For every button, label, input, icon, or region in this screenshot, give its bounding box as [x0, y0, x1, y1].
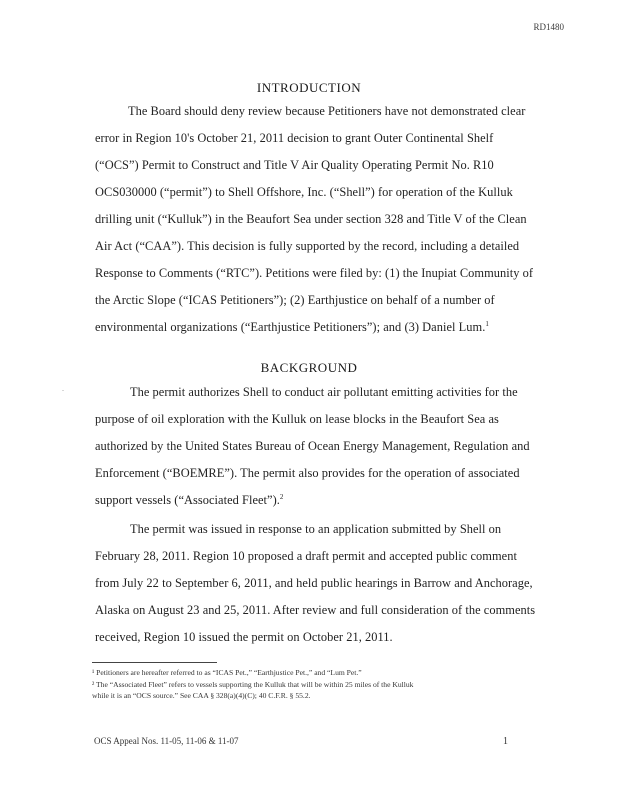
intro-line: The Board should deny review because Petitioners have not demonstrated clear [128, 104, 526, 118]
background-line: The permit was issued in response to an application submitted by Shell on [130, 522, 502, 536]
intro-line: Response to Comments (“RTC”). Petitions were filed by: (1) the Inupiat Community of [95, 266, 534, 280]
footnote-1: ¹ Petitioners are hereafter referred to as “ICAS Pet.,” “Earthjustice Pet.,” and “Lum Pet.” [92, 668, 362, 677]
background-heading: BACKGROUND [260, 360, 358, 375]
intro-line: OCS030000 (“permit”) to Shell Offshore, Inc. (“Shell”) for operation of the Kulluk [95, 185, 513, 199]
intro-line: (“OCS”) Permit to Construct and Title V Air Quality Operating Permit No. R10 [95, 158, 494, 172]
footnote-ref: 2 [279, 492, 284, 501]
footnote-2-cont: while it is an “OCS source.” See CAA § 328(a)(4)(C); 40 C.F.R. § 55.2. [92, 691, 311, 700]
introduction-heading: INTRODUCTION [256, 80, 362, 95]
background-line: The permit authorizes Shell to conduct air pollutant emitting activities for the [130, 385, 518, 399]
intro-line: Air Act (“CAA”). This decision is fully supported by the record, including a detailed [95, 239, 520, 253]
background-line: Enforcement (“BOEMRE”). The permit also provides for the operation of associated [95, 466, 520, 480]
background-line: authorized by the United States Bureau of Ocean Energy Management, Regulation and [95, 439, 530, 453]
background-line: purpose of oil exploration with the Kulluk on lease blocks in the Beaufort Sea as [95, 412, 499, 426]
footer-appeal-numbers: OCS Appeal Nos. 11-05, 11-06 & 11-07 [94, 736, 239, 746]
footnote-divider [92, 662, 217, 663]
background-line: Alaska on August 23 and 25, 2011. After review and full consideration of the comments [95, 603, 536, 617]
intro-line: the Arctic Slope (“ICAS Petitioners”); (2) Earthjustice on behalf of a number of [95, 293, 495, 307]
intro-line: drilling unit (“Kulluk”) in the Beaufort Sea under section 328 and Title V of the Clean [95, 212, 527, 226]
intro-line-last [95, 320, 489, 335]
footnote-ref: 1 [485, 319, 489, 328]
intro-line: error in Region 10's October 21, 2011 decision to grant Outer Continental Shelf [95, 131, 494, 145]
background-line: February 28, 2011. Region 10 proposed a draft permit and accepted public comment [95, 549, 517, 563]
document-id: RD1480 [533, 22, 564, 32]
intro-line-text: environmental organizations (“Earthjustice Petitioners”); and (3) Daniel Lum. [95, 320, 486, 334]
footnote-2: ² The “Associated Fleet” refers to vessels supporting the Kulluk that will be within 25 miles of the Kulluk [92, 680, 414, 689]
background-line: received, Region 10 issued the permit on October 21, 2011. [95, 630, 393, 644]
stray-mark: . [62, 384, 64, 393]
background-line-last [95, 493, 283, 508]
background-line: from July 22 to September 6, 2011, and held public hearings in Barrow and Anchorage, [95, 576, 533, 590]
page-number: 1 [503, 736, 508, 747]
background-line-text: support vessels (“Associated Fleet”). [95, 493, 280, 507]
